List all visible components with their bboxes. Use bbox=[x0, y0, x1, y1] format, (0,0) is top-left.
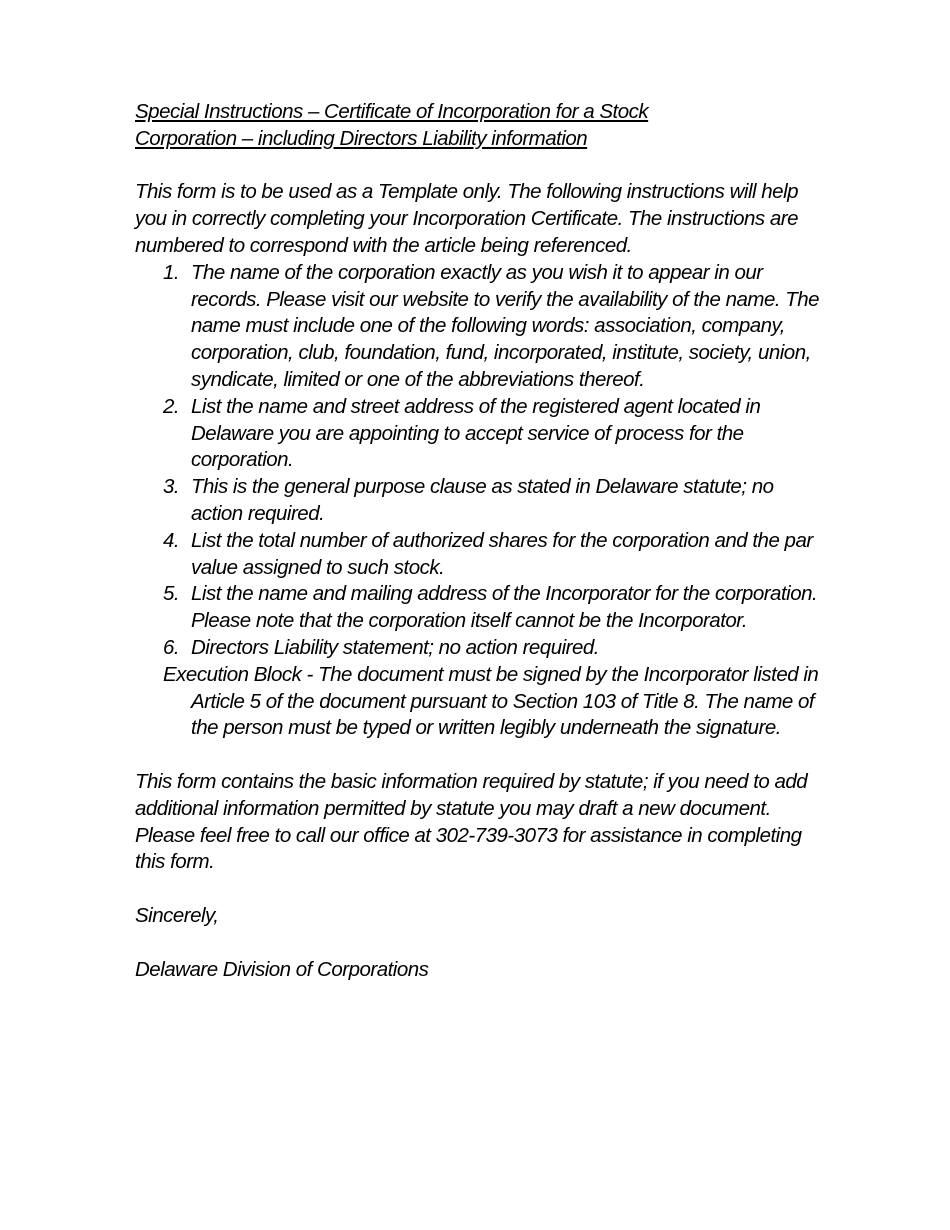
instruction-item bbox=[135, 260, 825, 394]
instruction-number: 2. bbox=[163, 394, 180, 418]
title-line-2: Corporation – including Directors Liability information bbox=[135, 126, 588, 150]
instruction-number: 3. bbox=[163, 475, 180, 499]
document-title bbox=[135, 99, 825, 153]
execution-block-item: Execution Block - The document must be signed by the Incorporator listed in Article 5 of the document pursuant to Section 103 of Title 8. The name of the person must be typed or written legibly underneath the signature. bbox=[163, 662, 819, 740]
instruction-item bbox=[135, 528, 825, 582]
title-line-1: Special Instructions – Certificate of Incorporation for a Stock bbox=[135, 100, 649, 123]
instruction-number: 1. bbox=[163, 260, 180, 284]
instruction-number: 5. bbox=[163, 582, 180, 606]
document-body bbox=[135, 99, 825, 983]
instruction-text: List the name and mailing address of the Incorporator for the corporation. Please note that the corporation itself cannot be the Incorporator. bbox=[191, 582, 818, 633]
instructions-list bbox=[135, 260, 825, 742]
instruction-text: This is the general purpose clause as stated in Delaware statute; no action required. bbox=[191, 475, 774, 525]
instruction-item bbox=[135, 474, 825, 528]
intro-paragraph: This form is to be used as a Template only. The following instructions will help you in correctly completing your Incorporation Certificate. The instructions are numbered to correspond with the article being referenced. bbox=[135, 180, 799, 257]
instruction-text: The name of the corporation exactly as you wish it to appear in our records. Please visit our website to verify the availability of the name. The name must include one of the following words: association, company, corporation, club, foundation, fund, incorporated, institute, society, union, syndicate, limited or one of the abbreviations thereof. bbox=[191, 260, 820, 391]
sincerely-line: Sincerely, bbox=[135, 903, 219, 927]
instruction-text: List the total number of authorized shares for the corporation and the par value assigned to such stock. bbox=[191, 528, 813, 579]
instruction-item bbox=[135, 394, 825, 474]
signoff-line: Delaware Division of Corporations bbox=[135, 957, 429, 981]
instruction-item bbox=[135, 581, 825, 635]
instruction-number: 4. bbox=[163, 528, 180, 552]
instruction-text: Directors Liability statement; no action required. bbox=[191, 635, 599, 659]
instruction-item bbox=[135, 635, 825, 662]
instruction-number: 6. bbox=[163, 635, 180, 659]
closing-paragraph: This form contains the basic information required by statute; if you need to add additional information permitted by statute you may draft a new document. Please feel free to call our office at 302-739-3073 for assistance in completing this form. bbox=[135, 769, 808, 874]
instruction-text: List the name and street address of the registered agent located in Delaware you are appointing to accept service of process for the corporation. bbox=[191, 394, 761, 472]
